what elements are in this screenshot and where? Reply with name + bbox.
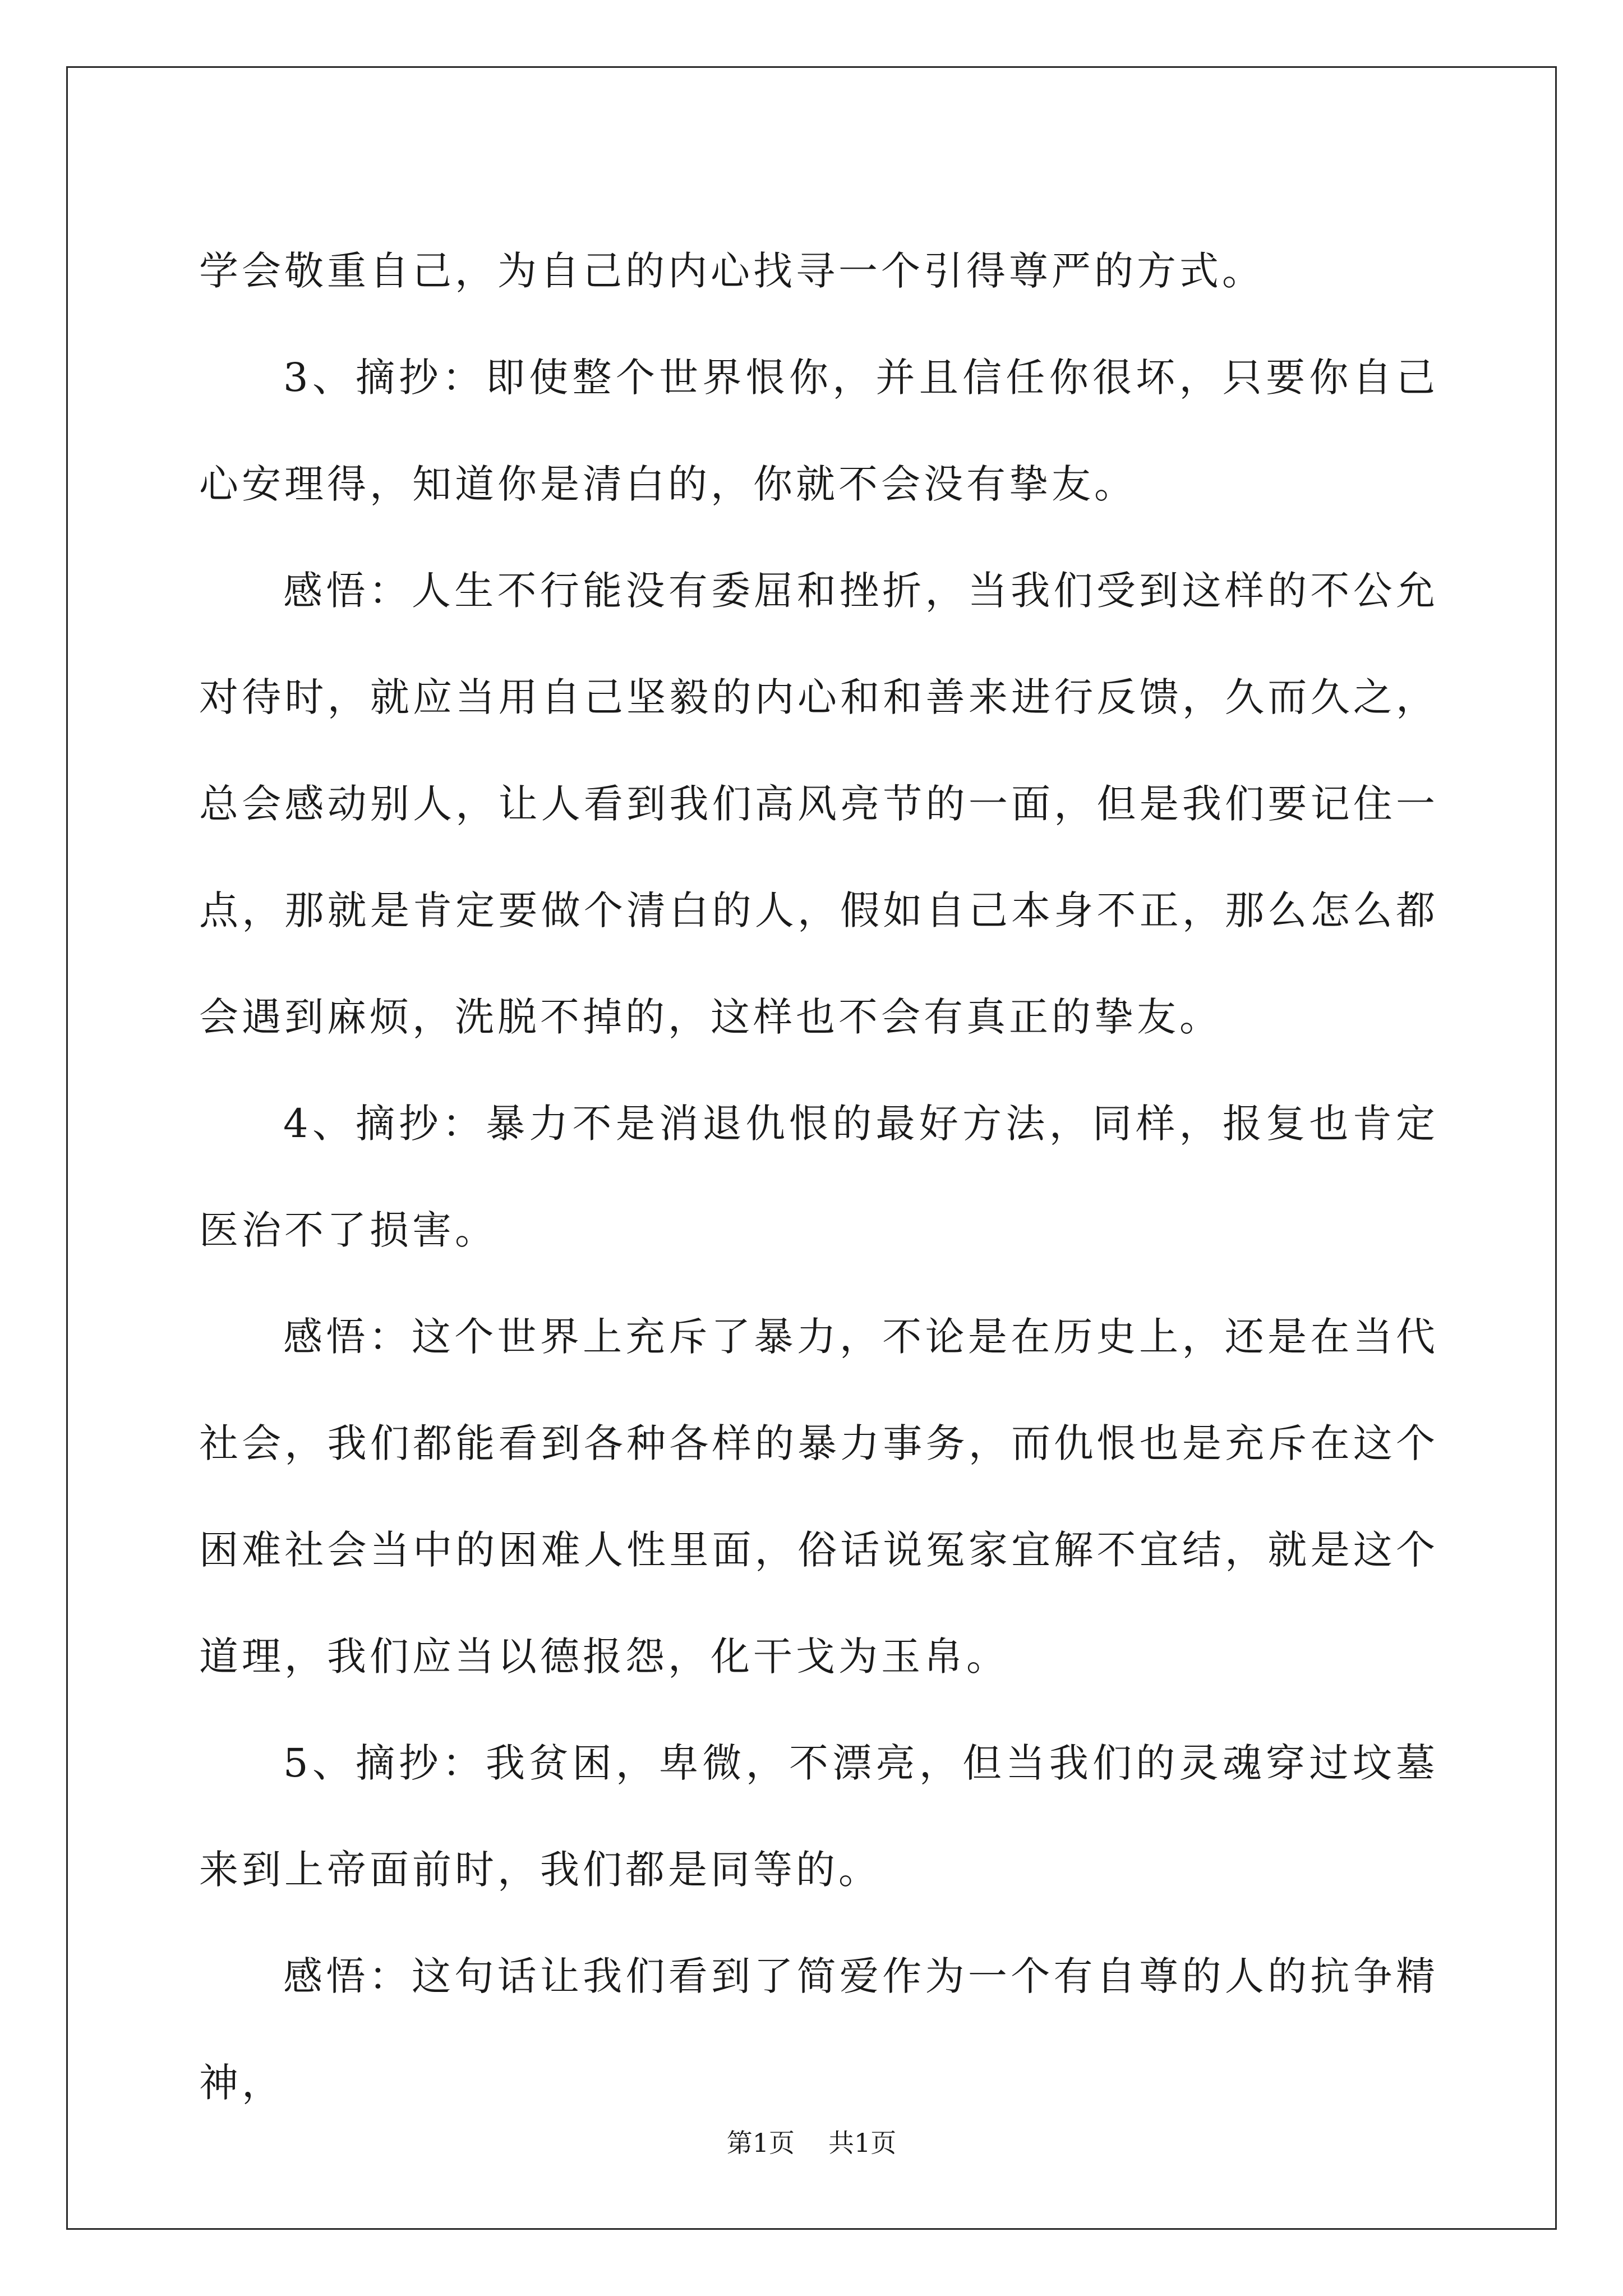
paragraph-7: 感悟：这句话让我们看到了简爱作为一个有自尊的人的抗争精神， [199, 1953, 1438, 2106]
paragraph-6: 5、摘抄：我贫困，卑微，不漂亮，但当我们的灵魂穿过坟墓来到上帝面前时，我们都是同等的。 [199, 1740, 1438, 1893]
document-body [199, 218, 1438, 2136]
page-footer [0, 2126, 1623, 2160]
paragraph-1: 学会敬重自己，为自己的内心找寻一个引得尊严的方式。 [199, 248, 1265, 294]
paragraph-5: 感悟：这个世界上充斥了暴力，不论是在历史上，还是在当代社会，我们都能看到各种各样的暴力事务，而仇恨也是充斥在这个困难社会当中的困难人性里面，俗话说冤家宜解不宜结，就是这个道理，我们应当以德报怨，化干戈为玉帛。 [199, 1314, 1438, 1680]
paragraph-4: 4、摘抄：暴力不是消退仇恨的最好方法，同样，报复也肯定医治不了损害。 [199, 1101, 1438, 1253]
page-number-current: 第1页 [726, 2128, 795, 2158]
paragraph-2: 3、摘抄：即使整个世界恨你，并且信任你很坏，只要你自己心安理得，知道你是清白的，你就不会没有挚友。 [199, 355, 1438, 507]
page-number-total: 共1页 [828, 2128, 897, 2158]
paragraph-3: 感悟：人生不行能没有委屈和挫折，当我们受到这样的不公允对待时，就应当用自己坚毅的内心和和善来进行反馈，久而久之，总会感动别人，让人看到我们高风亮节的一面，但是我们要记住一点，那就是肯定要做个清白的人，假如自己本身不正，那么怎么都会遇到麻烦，洗脱不掉的，这样也不会有真正的挚友。 [199, 568, 1438, 1040]
